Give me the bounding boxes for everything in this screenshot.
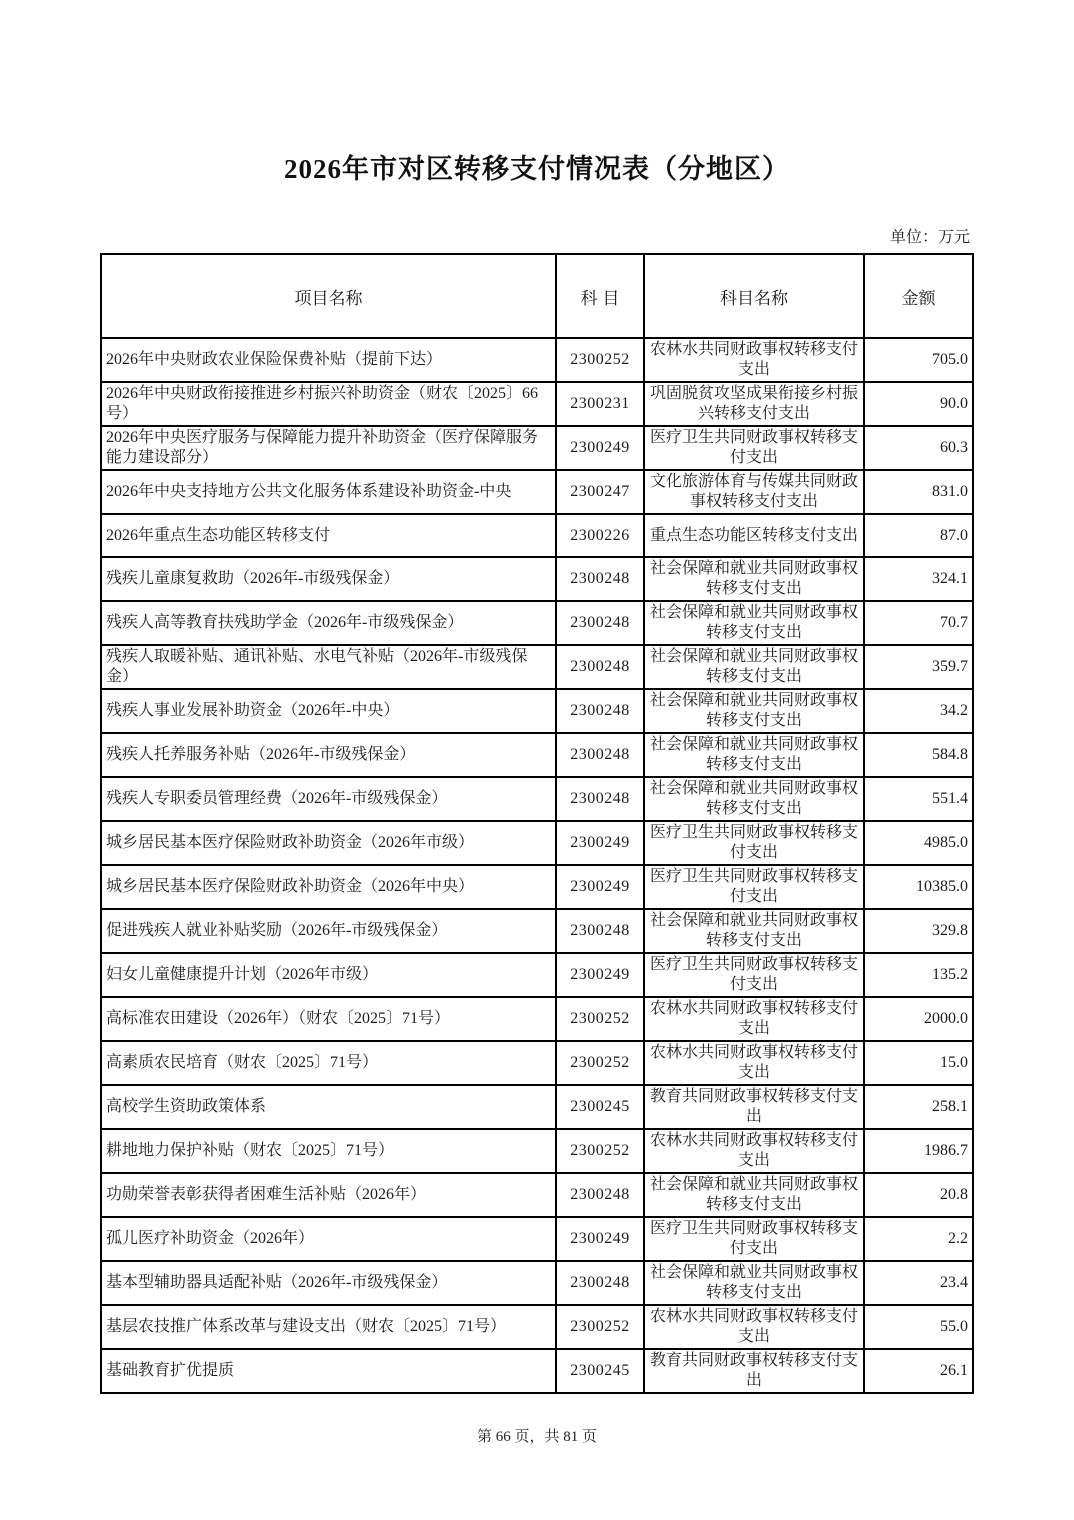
amount-cell: 90.0 (864, 382, 973, 426)
unit-label: 单位：万元 (889, 229, 970, 246)
subject-name-cell: 医疗卫生共同财政事权转移支付支出 (644, 426, 864, 470)
subject-code-cell: 2300248 (556, 601, 644, 645)
subject-name-cell: 社会保障和就业共同财政事权转移支付支出 (644, 645, 864, 689)
subject-code-cell: 2300248 (556, 909, 644, 953)
table-row (101, 514, 973, 557)
project-name-cell: 孤儿医疗补助资金（2026年） (101, 1217, 556, 1261)
table-row (101, 733, 973, 777)
subject-code-cell: 2300248 (556, 1261, 644, 1305)
subject-name-cell: 农林水共同财政事权转移支付支出 (644, 997, 864, 1041)
amount-cell: 10385.0 (864, 865, 973, 909)
subject-name-cell: 农林水共同财政事权转移支付支出 (644, 1041, 864, 1085)
subject-code-cell: 2300248 (556, 733, 644, 777)
subject-name-cell: 社会保障和就业共同财政事权转移支付支出 (644, 909, 864, 953)
table-row (101, 470, 973, 514)
amount-cell: 324.1 (864, 557, 973, 601)
amount-cell: 20.8 (864, 1173, 973, 1217)
subject-code-cell: 2300245 (556, 1349, 644, 1393)
project-name-cell: 残疾人事业发展补助资金（2026年-中央） (101, 689, 556, 733)
subject-code-cell: 2300231 (556, 382, 644, 426)
amount-cell: 87.0 (864, 514, 973, 557)
transfer-payment-table (100, 253, 974, 1394)
amount-cell: 584.8 (864, 733, 973, 777)
amount-cell: 60.3 (864, 426, 973, 470)
amount-cell: 831.0 (864, 470, 973, 514)
amount-cell: 26.1 (864, 1349, 973, 1393)
subject-code-cell: 2300249 (556, 953, 644, 997)
page-title: 2026年市对区转移支付情况表（分地区） (284, 154, 790, 184)
amount-cell: 1986.7 (864, 1129, 973, 1173)
subject-code-cell: 2300245 (556, 1085, 644, 1129)
subject-name-cell: 社会保障和就业共同财政事权转移支付支出 (644, 733, 864, 777)
amount-cell: 2000.0 (864, 997, 973, 1041)
project-name-cell: 2026年中央支持地方公共文化服务体系建设补助资金-中央 (101, 470, 556, 514)
table-row (101, 865, 973, 909)
amount-cell: 2.2 (864, 1217, 973, 1261)
amount-cell: 23.4 (864, 1261, 973, 1305)
project-name-cell: 促进残疾人就业补贴奖励（2026年-市级残保金） (101, 909, 556, 953)
table-header-row (101, 254, 973, 338)
amount-cell: 329.8 (864, 909, 973, 953)
table-row (101, 1129, 973, 1173)
table-row (101, 601, 973, 645)
table-row (101, 909, 973, 953)
project-name-cell: 2026年中央医疗服务与保障能力提升补助资金（医疗保障服务能力建设部分） (101, 426, 556, 470)
subject-name-cell: 医疗卫生共同财政事权转移支付支出 (644, 865, 864, 909)
project-name-cell: 残疾人专职委员管理经费（2026年-市级残保金） (101, 777, 556, 821)
subject-code-cell: 2300252 (556, 997, 644, 1041)
subject-code-cell: 2300249 (556, 865, 644, 909)
table-row (101, 1349, 973, 1393)
subject-name-cell: 医疗卫生共同财政事权转移支付支出 (644, 1217, 864, 1261)
subject-code-cell: 2300252 (556, 1129, 644, 1173)
subject-code-cell: 2300249 (556, 426, 644, 470)
subject-name-cell: 农林水共同财政事权转移支付支出 (644, 1305, 864, 1349)
project-name-cell: 高素质农民培育（财农〔2025〕71号） (101, 1041, 556, 1085)
subject-name-cell: 社会保障和就业共同财政事权转移支付支出 (644, 557, 864, 601)
subject-name-cell: 社会保障和就业共同财政事权转移支付支出 (644, 777, 864, 821)
page-footer: 第 66 页，共 81 页 (476, 1429, 597, 1445)
subject-name-cell: 重点生态功能区转移支付支出 (644, 514, 864, 557)
subject-name-cell: 文化旅游体育与传媒共同财政事权转移支付支出 (644, 470, 864, 514)
table-row (101, 557, 973, 601)
project-name-cell: 基本型辅助器具适配补贴（2026年-市级残保金） (101, 1261, 556, 1305)
amount-cell: 15.0 (864, 1041, 973, 1085)
amount-cell: 135.2 (864, 953, 973, 997)
col-header-subject-name: 科目名称 (644, 254, 864, 338)
subject-code-cell: 2300226 (556, 514, 644, 557)
subject-name-cell: 农林水共同财政事权转移支付支出 (644, 1129, 864, 1173)
table-row (101, 1085, 973, 1129)
subject-code-cell: 2300248 (556, 645, 644, 689)
table-row (101, 1173, 973, 1217)
project-name-cell: 妇女儿童健康提升计划（2026年市级） (101, 953, 556, 997)
amount-cell: 70.7 (864, 601, 973, 645)
table-row (101, 1261, 973, 1305)
subject-name-cell: 社会保障和就业共同财政事权转移支付支出 (644, 1261, 864, 1305)
project-name-cell: 2026年中央财政衔接推进乡村振兴补助资金（财农〔2025〕66号） (101, 382, 556, 426)
table-row (101, 997, 973, 1041)
project-name-cell: 高校学生资助政策体系 (101, 1085, 556, 1129)
project-name-cell: 耕地地力保护补贴（财农〔2025〕71号） (101, 1129, 556, 1173)
col-header-project-name: 项目名称 (101, 254, 556, 338)
subject-name-cell: 医疗卫生共同财政事权转移支付支出 (644, 821, 864, 865)
table-row (101, 382, 973, 426)
project-name-cell: 残疾人取暖补贴、通讯补贴、水电气补贴（2026年-市级残保金） (101, 645, 556, 689)
project-name-cell: 残疾人高等教育扶残助学金（2026年-市级残保金） (101, 601, 556, 645)
subject-name-cell: 社会保障和就业共同财政事权转移支付支出 (644, 689, 864, 733)
project-name-cell: 基层农技推广体系改革与建设支出（财农〔2025〕71号） (101, 1305, 556, 1349)
table-row (101, 426, 973, 470)
amount-cell: 359.7 (864, 645, 973, 689)
subject-name-cell: 社会保障和就业共同财政事权转移支付支出 (644, 1173, 864, 1217)
table-row (101, 338, 973, 382)
subject-name-cell: 社会保障和就业共同财政事权转移支付支出 (644, 601, 864, 645)
project-name-cell: 残疾儿童康复救助（2026年-市级残保金） (101, 557, 556, 601)
project-name-cell: 基础教育扩优提质 (101, 1349, 556, 1393)
subject-code-cell: 2300249 (556, 1217, 644, 1261)
table-body (101, 338, 973, 1393)
subject-name-cell: 医疗卫生共同财政事权转移支付支出 (644, 953, 864, 997)
project-name-cell: 高标准农田建设（2026年）（财农〔2025〕71号） (101, 997, 556, 1041)
subject-name-cell: 教育共同财政事权转移支付支出 (644, 1085, 864, 1129)
amount-cell: 258.1 (864, 1085, 973, 1129)
subject-code-cell: 2300252 (556, 1041, 644, 1085)
table-row (101, 1217, 973, 1261)
subject-name-cell: 教育共同财政事权转移支付支出 (644, 1349, 864, 1393)
table-row (101, 777, 973, 821)
col-header-subject-code: 科 目 (556, 254, 644, 338)
subject-name-cell: 巩固脱贫攻坚成果衔接乡村振兴转移支付支出 (644, 382, 864, 426)
subject-code-cell: 2300252 (556, 1305, 644, 1349)
subject-code-cell: 2300248 (556, 557, 644, 601)
subject-code-cell: 2300252 (556, 338, 644, 382)
project-name-cell: 城乡居民基本医疗保险财政补助资金（2026年中央） (101, 865, 556, 909)
table-row (101, 953, 973, 997)
table-row (101, 1041, 973, 1085)
project-name-cell: 2026年重点生态功能区转移支付 (101, 514, 556, 557)
table-row (101, 1305, 973, 1349)
amount-cell: 705.0 (864, 338, 973, 382)
table-row (101, 645, 973, 689)
subject-code-cell: 2300247 (556, 470, 644, 514)
project-name-cell: 残疾人托养服务补贴（2026年-市级残保金） (101, 733, 556, 777)
project-name-cell: 功勋荣誉表彰获得者困难生活补贴（2026年） (101, 1173, 556, 1217)
subject-code-cell: 2300248 (556, 777, 644, 821)
project-name-cell: 2026年中央财政农业保险保费补贴（提前下达） (101, 338, 556, 382)
amount-cell: 34.2 (864, 689, 973, 733)
table-row (101, 689, 973, 733)
amount-cell: 55.0 (864, 1305, 973, 1349)
col-header-amount: 金额 (864, 254, 973, 338)
subject-code-cell: 2300248 (556, 689, 644, 733)
subject-code-cell: 2300248 (556, 1173, 644, 1217)
subject-name-cell: 农林水共同财政事权转移支付支出 (644, 338, 864, 382)
amount-cell: 4985.0 (864, 821, 973, 865)
amount-cell: 551.4 (864, 777, 973, 821)
subject-code-cell: 2300249 (556, 821, 644, 865)
project-name-cell: 城乡居民基本医疗保险财政补助资金（2026年市级） (101, 821, 556, 865)
table-row (101, 821, 973, 865)
